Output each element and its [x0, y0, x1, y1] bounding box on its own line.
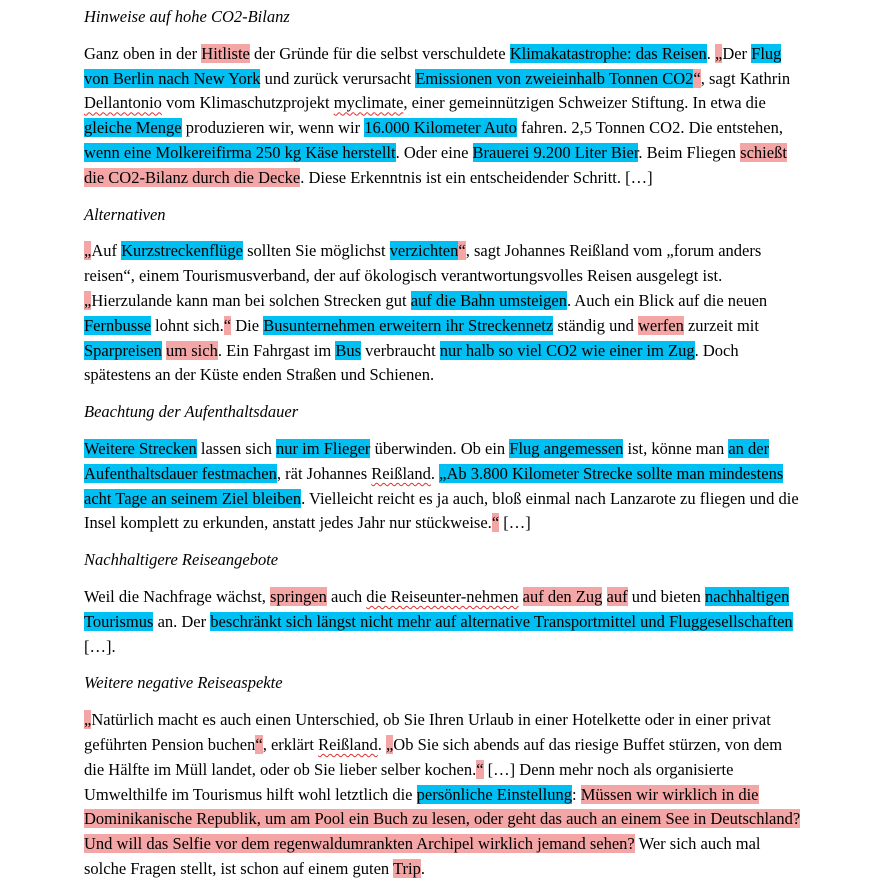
text-run: , sagt Kathrin	[700, 68, 791, 88]
text-run: . Oder eine	[395, 142, 473, 162]
text-run: .	[430, 463, 440, 483]
spellcheck-word: myclimate	[333, 93, 404, 113]
text-run: produzieren wir, wenn wir	[181, 118, 365, 138]
highlight-blue: verzichten	[389, 241, 459, 261]
highlight-red: werfen	[638, 315, 684, 335]
highlight-red: Müssen wir wirklich in die Dominikanische Republik, um am Pool ein Buch zu lesen, oder geht das auch an einem See in Deutschland? Und will das Selfie vor dem regenwaldumrankten Archipel wirklich jemand sehen?	[84, 784, 801, 854]
highlight-red: “	[458, 241, 466, 261]
highlight-blue: Emissionen von zweieinhalb Tonnen CO2	[415, 68, 694, 88]
text-run: sollten Sie möglichst	[242, 241, 390, 261]
highlight-red: „	[385, 734, 394, 754]
highlight-red: um sich	[166, 340, 218, 360]
highlight-blue: Flug angemessen	[509, 438, 624, 458]
highlight-blue: Kurzstreckenflüge	[121, 241, 243, 261]
highlight-blue: wenn eine Molkereifirma 250 kg Käse herstellt	[84, 142, 396, 162]
text-run: Auf	[91, 241, 122, 261]
text-run: , erklärt	[262, 734, 319, 754]
text-run: ständig und	[553, 315, 639, 335]
section-heading: Weitere negative Reiseaspekte	[84, 673, 283, 693]
text-run: . Vielleicht reicht es ja auch, bloß einmal nach Lanzarote zu fliegen und die Insel komplett zu erkunden, anstatt jedes Jahr nur stückweise.	[84, 488, 799, 533]
section-heading: Beachtung der Aufenthaltsdauer	[84, 402, 299, 422]
highlight-red: springen	[270, 586, 327, 606]
text-run: ist, könne man	[623, 438, 729, 458]
highlight-blue: Brauerei 9.200 Liter Bier	[472, 142, 639, 162]
section-paragraph	[84, 585, 804, 659]
highlight-blue: nur im Flieger	[276, 438, 371, 458]
text-run: fahren. 2,5 Tonnen CO2. Die entstehen,	[516, 118, 783, 138]
highlight-red: „	[84, 290, 92, 310]
text-run: der Gründe für die selbst verschuldete	[249, 43, 510, 63]
text-run: . Doch spätestens an der Küste enden Straßen und Schienen.	[84, 340, 739, 385]
text-run: , sagt Johannes Reißland vom „forum anders reisen“, einem Tourismusverband, der auf ökologisch verantwortungsvolles Reisen ausgelegt ist.	[84, 241, 762, 286]
text-run: auch	[326, 586, 367, 606]
spellcheck-word: die Reiseunter-nehmen	[366, 586, 519, 606]
highlight-blue: auf die Bahn umsteigen	[410, 290, 567, 310]
highlight-red: auf	[606, 586, 628, 606]
text-run: .	[420, 858, 425, 878]
section-heading: Nachhaltigere Reiseangebote	[84, 550, 279, 570]
text-run: überwinden. Ob ein	[370, 438, 510, 458]
highlight-red: „	[714, 43, 723, 63]
spellcheck-word: Dellantonio	[84, 93, 162, 113]
text-run: und zurück verursacht	[260, 68, 416, 88]
highlight-blue: Klimakatastrophe: das Reisen	[509, 43, 707, 63]
text-run: Weil die Nachfrage wächst,	[84, 586, 271, 606]
highlight-blue: Weitere Strecken	[84, 438, 197, 458]
section-paragraph	[84, 437, 804, 536]
highlight-blue: Bus	[335, 340, 361, 360]
highlight-red: “	[491, 513, 500, 533]
text-run: Der	[722, 43, 752, 63]
highlight-red: “	[255, 734, 263, 754]
text-run: lohnt sich.	[150, 315, 224, 335]
highlight-blue: „Ab 3.800 Kilometer Strecke sollte man mindestens acht Tage an seinem Ziel bleiben	[84, 463, 784, 508]
highlight-red: “	[476, 759, 484, 779]
text-run: an. Der	[153, 611, 211, 631]
text-run: . Diese Erkenntnis ist ein entscheidender Schritt. […]	[300, 167, 653, 187]
highlight-blue: gleiche Menge	[84, 118, 182, 138]
spellcheck-word: Reißland	[371, 463, 431, 483]
text-run: . Ein Fahrgast im	[217, 340, 336, 360]
text-run: .	[706, 43, 715, 63]
text-run: zurzeit mit	[683, 315, 759, 335]
text-run: Ganz oben in der	[84, 43, 202, 63]
highlight-red: Trip	[393, 858, 421, 878]
section-heading: Hinweise auf hohe CO2-Bilanz	[84, 7, 290, 26]
text-run: verbraucht	[361, 340, 440, 360]
highlight-blue: Fernbusse	[84, 315, 151, 335]
text-run: lassen sich	[196, 438, 277, 458]
highlight-red: „	[84, 241, 92, 261]
text-run: . Beim Fliegen	[638, 142, 741, 162]
section-heading: Alternativen	[84, 204, 166, 224]
highlight-red: schießt die CO2-Bilanz durch die Decke	[84, 142, 787, 187]
highlight-blue: nur halb so viel CO2 wie einer im Zug	[439, 340, 695, 360]
highlight-red: auf den Zug	[522, 586, 603, 606]
highlight-blue: persönliche Einstellung	[416, 784, 572, 804]
highlight-blue: beschränkt sich längst nicht mehr auf alternative Transportmittel und Fluggesellschaften	[210, 611, 793, 631]
highlight-blue: 16.000 Kilometer Auto	[364, 118, 517, 138]
section-paragraph	[84, 239, 804, 388]
text-run: […]	[499, 513, 531, 533]
highlight-red: “	[693, 68, 701, 88]
text-run: .	[377, 734, 386, 754]
text-run: , einer gemeinnützigen Schweizer Stiftung. In etwa die	[403, 93, 766, 113]
section-paragraph	[84, 42, 804, 191]
text-run: Hierzulande kann man bei solchen Strecken gut	[91, 290, 411, 310]
text-run: :	[571, 784, 581, 804]
text-run: […].	[84, 636, 116, 656]
highlight-red: “	[223, 315, 232, 335]
text-run: Ob Sie sich abends auf das riesige Buffet stürzen, von dem die Hälfte im Müll landet, oder ob Sie lieber selber kochen.	[84, 734, 783, 779]
spellcheck-word: Reißland	[318, 734, 378, 754]
highlight-blue: Busunternehmen erweitern ihr Streckennetz	[263, 315, 554, 335]
highlight-red: Hitliste	[201, 43, 250, 63]
text-run: Natürlich macht es auch einen Unterschied, ob Sie Ihren Urlaub in einer Hotelkette oder in einer privat geführten Pension buchen	[84, 710, 771, 754]
text-run: , rät Johannes	[276, 463, 372, 483]
text-run: […] Denn mehr noch als organisierte Umwelthilfe im Tourismus hilft wohl letztlich die	[84, 759, 734, 804]
text-run: und bieten	[627, 586, 706, 606]
text-run: Wer sich auch mal solche Fragen stellt, ist schon auf einem guten	[84, 834, 761, 878]
highlight-blue: nachhaltigen Tourismus	[84, 586, 790, 631]
section-paragraph	[84, 708, 804, 882]
text-run: vom Klimaschutzprojekt	[161, 93, 334, 113]
highlight-red: „	[84, 710, 92, 730]
highlight-blue: Flug von Berlin nach New York	[84, 43, 782, 88]
highlight-blue: an der Aufenthaltsdauer festmachen	[84, 438, 770, 483]
text-run	[602, 587, 606, 606]
text-run: Die	[231, 315, 264, 335]
text-run: . Auch ein Blick auf die neuen	[566, 290, 768, 310]
highlight-blue: Sparpreisen	[84, 340, 162, 360]
